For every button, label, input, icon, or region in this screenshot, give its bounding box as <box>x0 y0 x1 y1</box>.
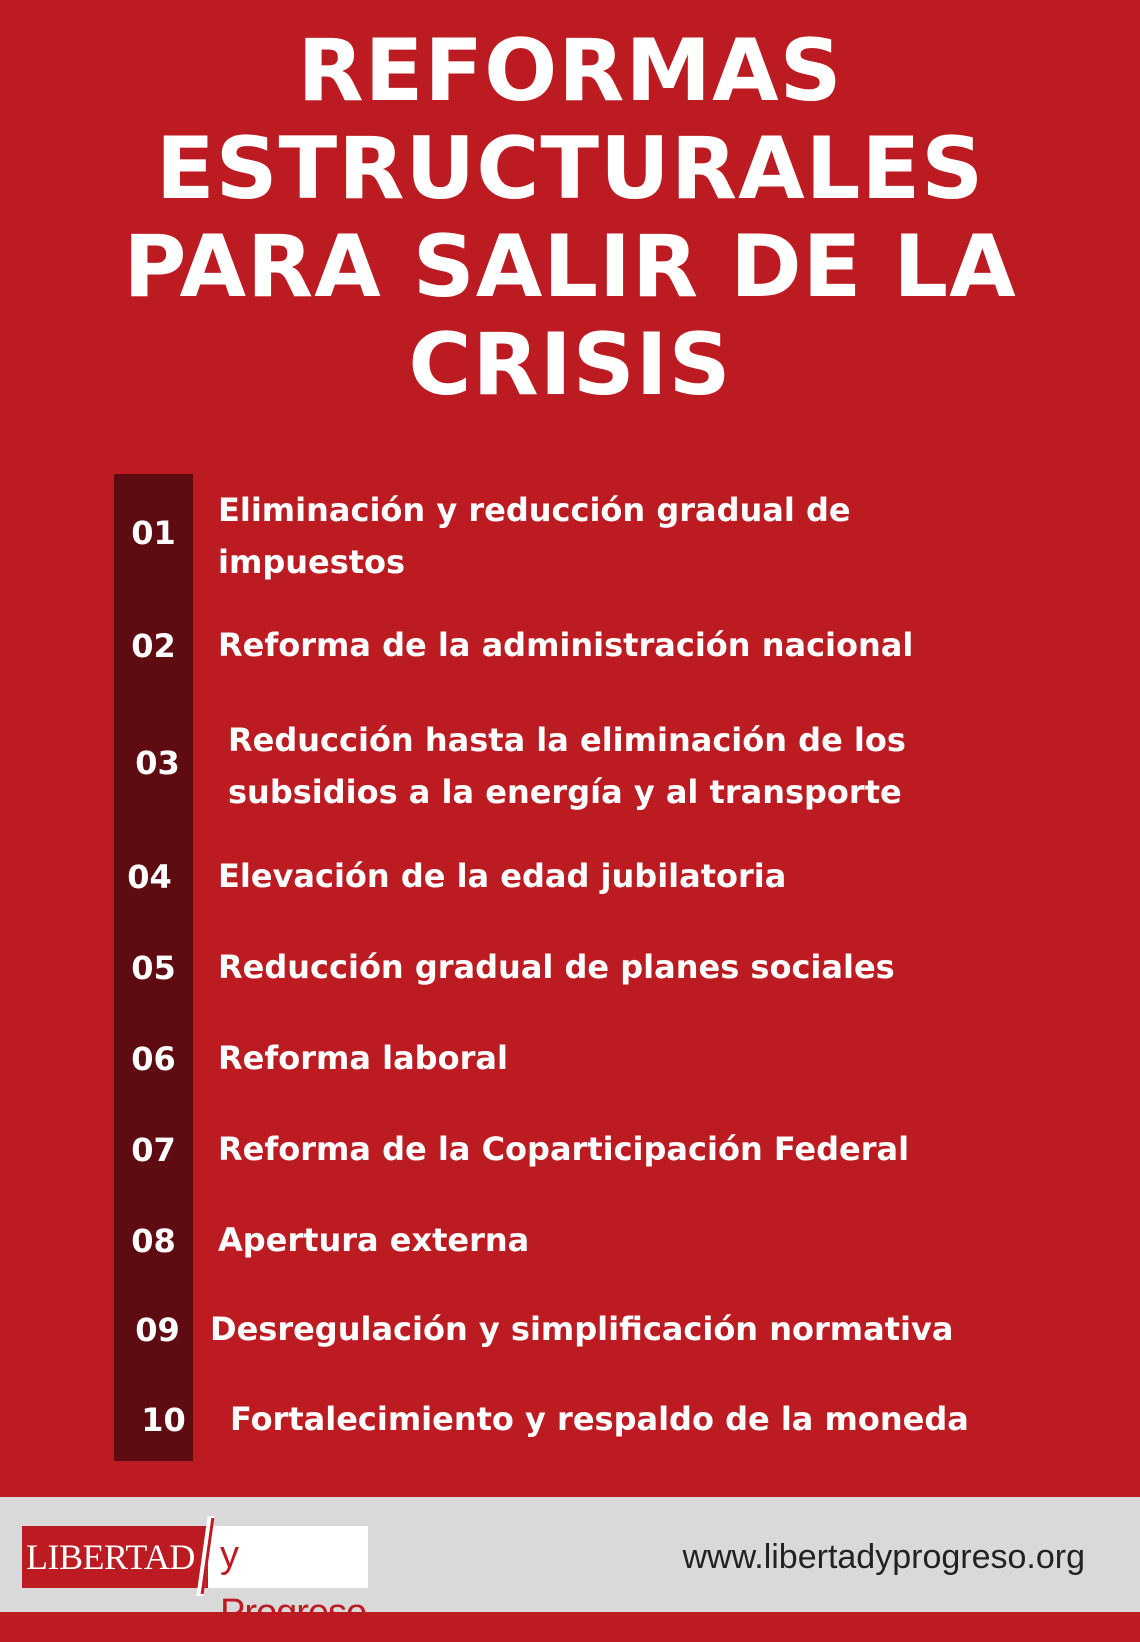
title-line-4: CRISIS <box>408 315 732 415</box>
item-text: Fortalecimiento y respaldo de la moneda <box>230 1400 969 1438</box>
item-text: Reforma de la Coparticipación Federal <box>218 1130 910 1168</box>
title-line-2: ESTRUCTURALES <box>155 119 985 219</box>
page-title <box>0 22 1140 414</box>
website-link[interactable]: www.libertadyprogreso.org <box>682 1538 1085 1576</box>
item-number: 07 <box>131 1131 176 1169</box>
item-number: 06 <box>131 1040 176 1078</box>
item-text: Apertura externa <box>218 1221 530 1259</box>
title-line-3: PARA SALIR DE LA <box>123 217 1017 317</box>
item-text: Reforma de la administración nacional <box>218 626 914 664</box>
item-number: 04 <box>127 858 172 896</box>
logo-left-text: LIBERTAD <box>22 1526 208 1588</box>
item-text: Desregulación y simplificación normativa <box>210 1310 954 1348</box>
item-number: 01 <box>131 514 176 552</box>
item-number: 02 <box>131 627 176 665</box>
libertad-y-progreso-logo <box>22 1526 368 1634</box>
item-number: 08 <box>131 1222 176 1260</box>
item-text: Elevación de la edad jubilatoria <box>218 857 787 895</box>
item-number: 10 <box>141 1401 186 1439</box>
title-line-1: REFORMAS <box>297 21 843 121</box>
item-text: Reducción gradual de planes sociales <box>218 948 895 986</box>
item-text: Reducción hasta la eliminación de los subsidios a la energía y al transporte <box>228 721 906 811</box>
item-text: Reforma laboral <box>218 1039 508 1077</box>
item-number: 09 <box>135 1311 180 1349</box>
footer <box>0 1497 1140 1634</box>
item-number: 05 <box>131 949 176 987</box>
logo-right-text: y Progreso <box>220 1534 367 1634</box>
item-text: Eliminación y reducción gradual de impuestos <box>218 491 851 581</box>
item-number: 03 <box>135 744 180 782</box>
